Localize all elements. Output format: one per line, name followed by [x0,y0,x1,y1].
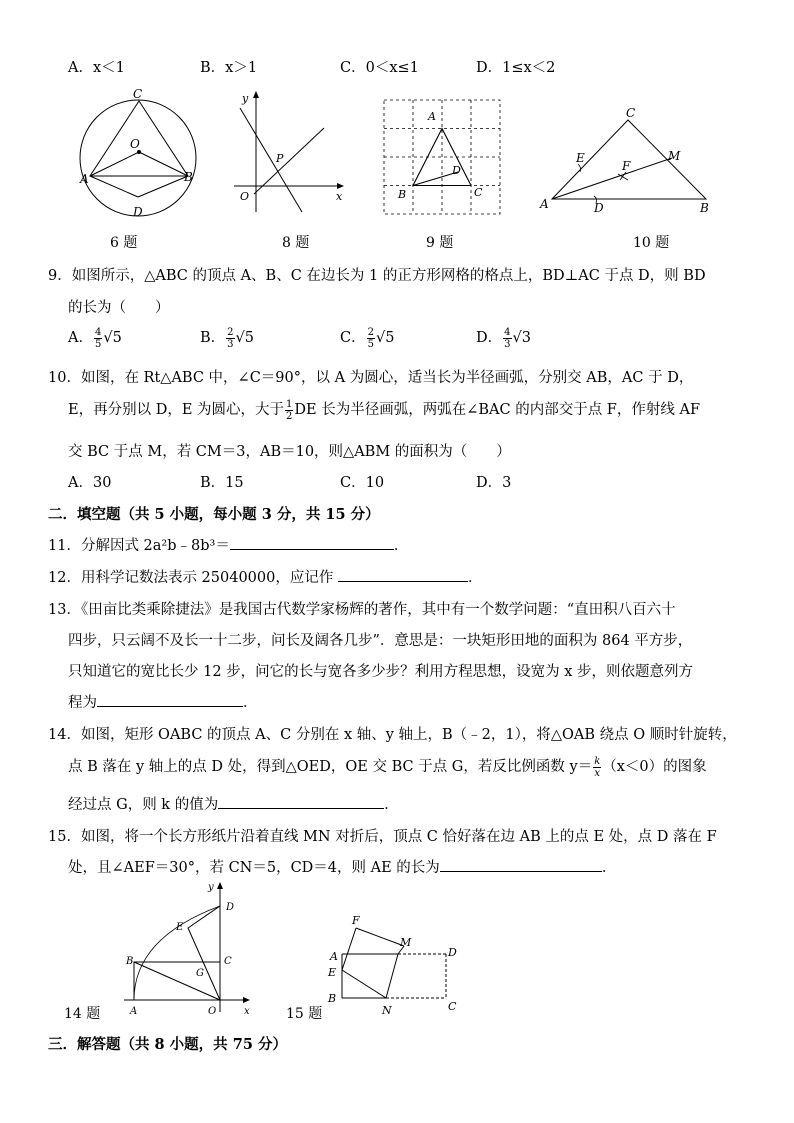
caption-fig15: 15 题 [286,1006,323,1022]
q10-option-a: A．30 [68,475,112,491]
q13-line4: 程为 ． [68,691,258,712]
fig15-label-c: C [448,1000,457,1013]
fig14-label-e: E [176,922,184,933]
q15-line2: 处，且∠AEF＝30°，若 CN＝5，CD＝4，则 AE 的长为 ． [68,856,616,877]
fig14-label-c: C [224,956,232,967]
q10-line3: 交 BC 于点 M，若 CM＝3，AB＝10，则△ABM 的面积为（ ） [68,444,511,460]
q13-line1: 13．《田亩比类乘除捷法》是我国古代数学家杨辉的著作，其中有一个数学问题：“直田积八百六十 [48,602,676,618]
caption-fig6: 6 题 [110,235,138,251]
fig15-label-d: D [448,946,457,959]
q9-line1: 9．如图所示，△ABC 的顶点 A、B、C 在边长为 1 的正方形网格的格点上，BD⊥AC 于点 D，则 BD [48,268,706,284]
fig14-label-o: O [208,1006,217,1017]
q12-answer-blank[interactable] [338,567,468,582]
q14-answer-blank[interactable] [218,794,384,809]
q8-option-d: D．1≤x＜2 [476,60,556,76]
fig10-label-a: A [540,197,549,211]
figure-8-lines-graph [232,88,352,218]
fig15-label-a: A [330,950,338,963]
q10-line2: E，再分别以 D，E 为圆心，大于 $\frac{1}{2}$ DE 长为半径画弧，两弧在∠BAC 的内部交于点 F，作射线 AF [68,398,700,422]
q11: 11．分解因式 2a²b﹣8b³＝ ． [48,534,408,555]
fig15-label-n: N [382,1004,392,1017]
q13-answer-blank[interactable] [97,692,243,707]
q9-option-c: C． $\frac{2}{5}$ √5 [340,326,395,350]
fig10-label-m: M [668,149,681,163]
fig9-label-d: D [452,164,461,177]
figure-15-folded-rectangle [322,912,468,1020]
figure-14-rotated-rectangle [120,878,256,1018]
q10-option-b: B．15 [200,475,244,491]
q10-line1: 10．如图，在 Rt△ABC 中，∠C＝90°，以 A 为圆心，适当长为半径画弧，分别交 AB，AC 于 D， [48,370,694,386]
fig9-label-a: A [428,110,436,123]
q9-option-b: B． $\frac{2}{3}$ √5 [200,326,254,350]
q13-line3: 只知道它的宽比长少 12 步，问它的长与宽各多少步？利用方程思想，设宽为 x 步，则依题意列方 [68,664,694,680]
fig15-label-e: E [328,966,337,979]
fig6-label-b: B [184,170,193,184]
fig10-label-e: E [576,151,585,165]
q9-option-a: A． $\frac{4}{5}$ √5 [68,326,122,350]
fig10-label-f: F [622,159,631,173]
caption-fig14: 14 题 [64,1006,101,1022]
q13-line2: 四步，只云阔不及长一十二步，问长及阔各几步”．意思是：一块矩形田地的面积为 864 平方步， [68,633,693,649]
q11-answer-blank[interactable] [230,535,394,550]
q15-answer-blank[interactable] [440,857,602,872]
fig14-label-d: D [226,902,235,913]
fig15-label-b: B [328,992,337,1005]
q14-line2: 点 B 落在 y 轴上的点 D 处，得到△OED，OE 交 BC 于点 G，若反比例函数 y＝ $\frac{k}{x}$ （x＜0）的图象 [68,755,707,779]
caption-fig8: 8 题 [282,235,310,251]
q12: 12．用科学记数法表示 25040000，应记作 ． [48,566,482,587]
fig14-label-y: y [208,882,214,893]
fig6-label-a: A [80,172,89,186]
q8-option-a: A．x＜1 [68,60,125,76]
figure-6-circle-triangle [78,86,203,221]
q9-option-d: D． $\frac{4}{3}$ √3 [476,326,531,350]
q15-line1: 15．如图，将一个长方形纸片沿着直线 MN 对折后，顶点 C 恰好落在边 AB 上的点 E 处，点 D 落在 F [48,829,717,845]
q8-option-c: C．0＜x≤1 [340,60,419,76]
section-3-heading: 三．解答题（共 8 小题，共 75 分） [48,1036,287,1053]
q9-line2: 的长为（ ） [68,300,170,316]
caption-fig10: 10 题 [633,235,670,251]
fig10-label-b: B [700,201,709,215]
fig14-label-a: A [130,1006,138,1017]
fig14-label-g: G [196,968,204,979]
fig8-label-y: y [242,92,249,105]
fig10-label-c: C [626,108,636,120]
q14-line3: 经过点 G，则 k 的值为 ． [68,793,399,814]
fig6-label-c: C [133,87,143,101]
fig9-label-c: C [474,186,483,199]
fig10-label-d: D [594,201,604,215]
q10-option-d: D．3 [476,475,512,491]
fig14-label-x: x [244,1006,250,1017]
figure-9-grid-triangle [382,98,504,218]
q10-option-c: C．10 [340,475,385,491]
figure-10-triangle-bisector [538,108,718,218]
fig6-label-d: D [133,205,143,219]
fig15-label-f: F [352,914,360,927]
fig8-label-x: x [336,190,343,203]
section-2-heading: 二．填空题（共 5 小题，每小题 3 分，共 15 分） [48,506,380,523]
fig15-label-m: M [400,936,412,949]
caption-fig9: 9 题 [426,235,454,251]
fig8-label-p: P [276,152,284,165]
fig9-label-b: B [398,188,407,201]
fig14-label-b: B [126,956,134,967]
fig8-label-o: O [240,190,250,203]
fig6-label-o: O [130,137,140,151]
q8-option-b: B．x＞1 [200,60,258,76]
q14-line1: 14．如图，矩形 OABC 的顶点 A、C 分别在 x 轴、y 轴上，B（﹣2，1），将△OAB 绕点 O 顺时针旋转， [48,727,737,743]
